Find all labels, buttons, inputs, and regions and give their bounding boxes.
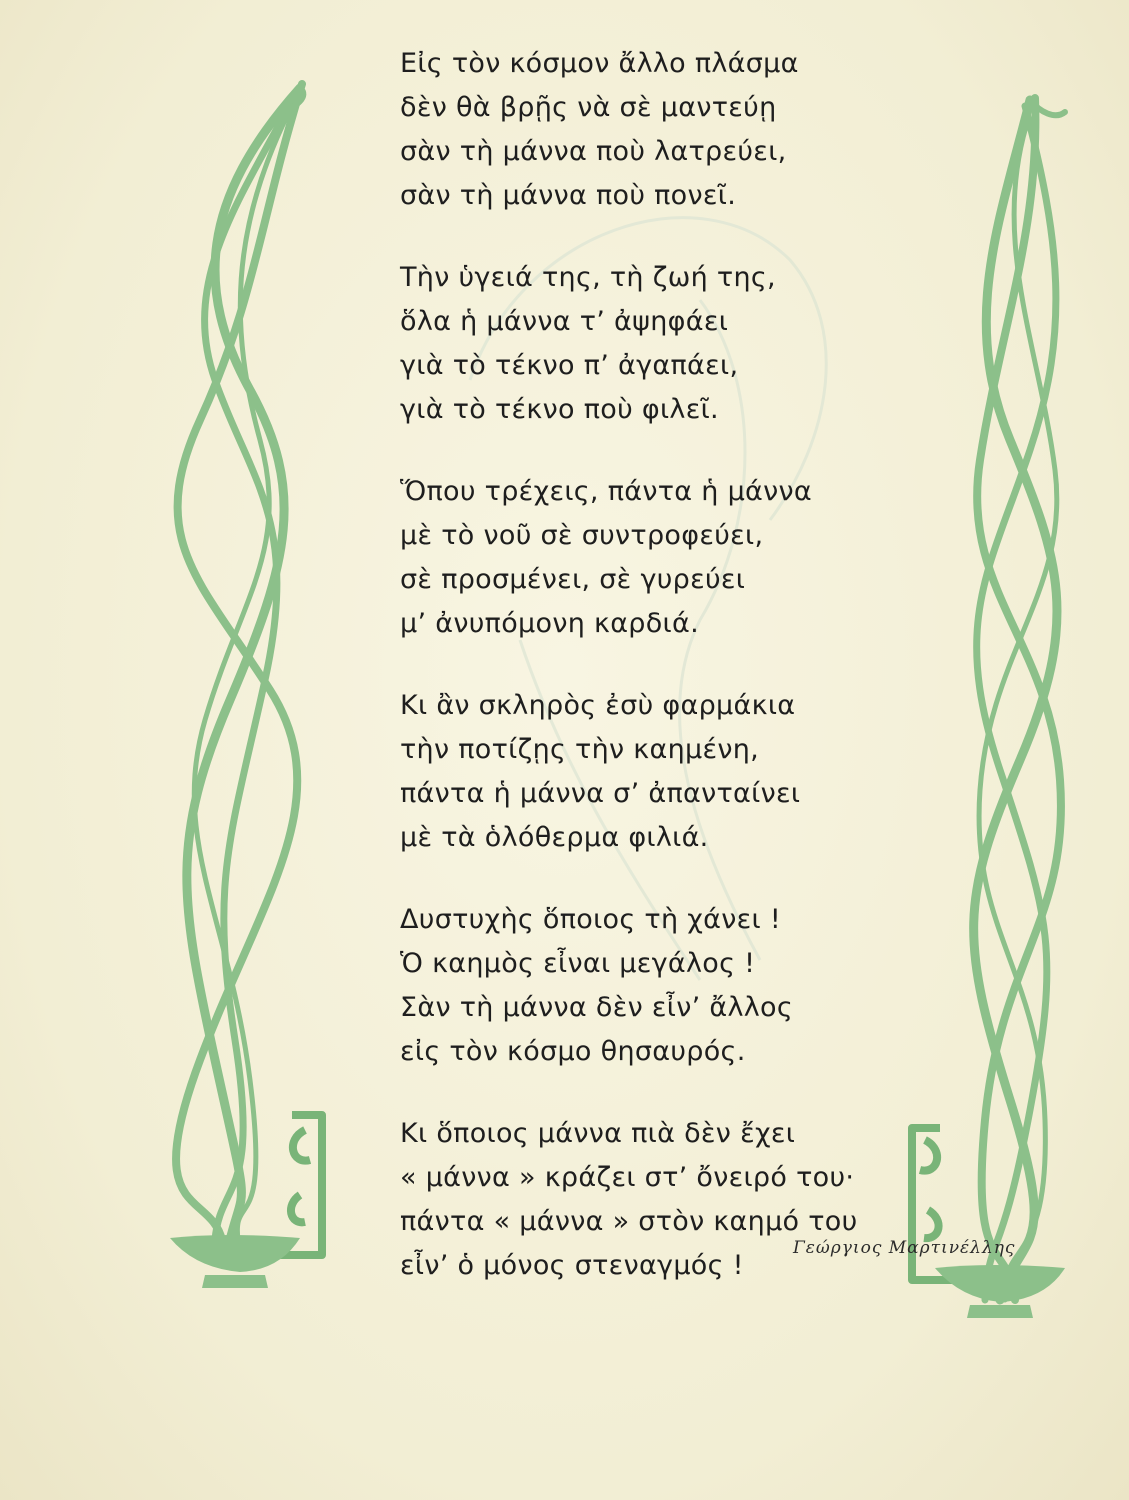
poem-line: μὲ τὰ ὁλόθερμα φιλιά. [400, 822, 709, 853]
poem-line: Κι ὅποιος μάννα πιὰ δὲν ἔχει [400, 1118, 796, 1149]
poem-line: ὅλα ἡ μάννα τ’ ἀψηφάει [400, 306, 729, 337]
poem-line: πάντα ἡ μάννα σ’ ἀπανταίνει [400, 778, 801, 809]
poem-line: Εἰς τὸν κόσμον ἄλλο πλάσμα [400, 48, 799, 79]
poem-line: σὰν τὴ μάννα ποὺ πονεῖ. [400, 180, 737, 211]
poem-line: Ὅπου τρέχεις, πάντα ἡ μάννα [400, 476, 813, 507]
poem-line: γιὰ τὸ τέκνο π’ ἀγαπάει, [400, 350, 739, 381]
poem-line: Κι ἂν σκληρὸς ἐσὺ φαρμάκια [400, 690, 796, 721]
poem-line: μὲ τὸ νοῦ σὲ συντροφεύει, [400, 520, 764, 551]
poem-line: γιὰ τὸ τέκνο ποὺ φιλεῖ. [400, 394, 719, 425]
poem-line: Τὴν ὑγειά της, τὴ ζωή της, [400, 262, 776, 293]
poem-line: σὲ προσμένει, σὲ γυρεύει [400, 564, 746, 595]
stanza [400, 256, 920, 432]
poem-line: Σὰν τὴ μάννα δὲν εἶν’ ἄλλος [400, 992, 793, 1023]
poem-line: πάντα « μάννα » στὸν καημό του [400, 1206, 858, 1237]
poem-text [400, 42, 920, 1326]
poem-line: Δυστυχὴς ὅποιος τὴ χάνει ! [400, 904, 781, 935]
poem-line: « μάννα » κράζει στ’ ὄνειρό του· [400, 1162, 855, 1193]
poem-line: τὴν ποτίζῃς τὴν καημένη, [400, 734, 760, 765]
stanza [400, 470, 920, 646]
stanza [400, 684, 920, 860]
author-signature: Γεώργιος Μαρτινέλλης [793, 1238, 1016, 1258]
poem-line: εἶν’ ὁ μόνος στεναγμός ! [400, 1250, 744, 1281]
poem-line: δὲν θὰ βρῇς νὰ σὲ μαντεύῃ [400, 92, 777, 123]
stanza [400, 42, 920, 218]
stanza [400, 1112, 920, 1288]
stanza [400, 898, 920, 1074]
poem-line: μ’ ἀνυπόμονη καρδιά. [400, 608, 699, 639]
poem-line: σὰν τὴ μάννα ποὺ λατρεύει, [400, 136, 787, 167]
poem-line: Ὁ καημὸς εἶναι μεγάλος ! [400, 948, 756, 979]
poem-line: εἰς τὸν κόσμο θησαυρός. [400, 1036, 746, 1067]
